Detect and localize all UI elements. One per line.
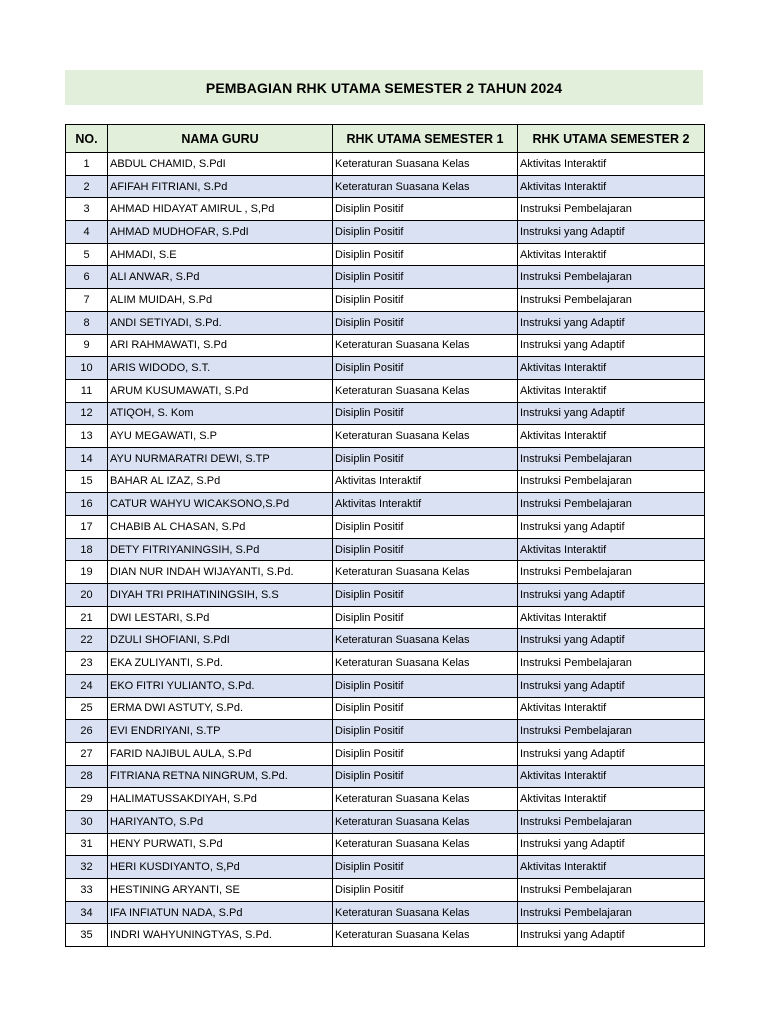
table-row <box>66 266 705 289</box>
rhk-semester-2: Instruksi Pembelajaran <box>518 561 705 584</box>
rhk-semester-2: Aktivitas Interaktif <box>518 379 705 402</box>
rhk-semester-1: Aktivitas Interaktif <box>333 470 518 493</box>
rhk-semester-1: Keteraturan Suasana Kelas <box>333 901 518 924</box>
teacher-rhk-table <box>65 124 705 947</box>
rhk-semester-1: Disiplin Positif <box>333 584 518 607</box>
teacher-name: EKA ZULIYANTI, S.Pd. <box>108 652 333 675</box>
rhk-semester-2: Aktivitas Interaktif <box>518 175 705 198</box>
table-row <box>66 584 705 607</box>
row-number: 10 <box>66 357 108 380</box>
rhk-semester-2: Aktivitas Interaktif <box>518 153 705 176</box>
row-number: 30 <box>66 810 108 833</box>
rhk-semester-2: Aktivitas Interaktif <box>518 243 705 266</box>
table-row <box>66 175 705 198</box>
rhk-semester-2: Aktivitas Interaktif <box>518 357 705 380</box>
teacher-name: FITRIANA RETNA NINGRUM, S.Pd. <box>108 765 333 788</box>
table-row <box>66 379 705 402</box>
rhk-semester-2: Instruksi yang Adaptif <box>518 924 705 947</box>
row-number: 32 <box>66 856 108 879</box>
teacher-name: AHMADI, S.E <box>108 243 333 266</box>
table-header <box>66 125 705 153</box>
rhk-semester-1: Disiplin Positif <box>333 674 518 697</box>
teacher-name: ERMA DWI ASTUTY, S.Pd. <box>108 697 333 720</box>
rhk-semester-1: Disiplin Positif <box>333 742 518 765</box>
teacher-name: DWI LESTARI, S.Pd <box>108 606 333 629</box>
row-number: 29 <box>66 788 108 811</box>
header-row <box>66 125 705 153</box>
teacher-name: AYU MEGAWATI, S.P <box>108 425 333 448</box>
rhk-semester-2: Instruksi yang Adaptif <box>518 742 705 765</box>
teacher-name: ABDUL CHAMID, S.PdI <box>108 153 333 176</box>
row-number: 27 <box>66 742 108 765</box>
rhk-semester-1: Disiplin Positif <box>333 447 518 470</box>
header-no: NO. <box>66 125 108 153</box>
rhk-semester-1: Keteraturan Suasana Kelas <box>333 652 518 675</box>
row-number: 23 <box>66 652 108 675</box>
rhk-semester-2: Instruksi yang Adaptif <box>518 584 705 607</box>
teacher-name: EVI ENDRIYANI, S.TP <box>108 720 333 743</box>
row-number: 26 <box>66 720 108 743</box>
teacher-name: DZULI SHOFIANI, S.PdI <box>108 629 333 652</box>
table-row <box>66 493 705 516</box>
rhk-semester-1: Aktivitas Interaktif <box>333 493 518 516</box>
row-number: 5 <box>66 243 108 266</box>
row-number: 31 <box>66 833 108 856</box>
teacher-name: DIAN NUR INDAH WIJAYANTI, S.Pd. <box>108 561 333 584</box>
table-row <box>66 357 705 380</box>
teacher-name: ARI RAHMAWATI, S.Pd <box>108 334 333 357</box>
teacher-name: CHABIB AL CHASAN, S.Pd <box>108 516 333 539</box>
table-row <box>66 221 705 244</box>
rhk-semester-2: Aktivitas Interaktif <box>518 788 705 811</box>
row-number: 4 <box>66 221 108 244</box>
row-number: 18 <box>66 538 108 561</box>
rhk-semester-2: Instruksi Pembelajaran <box>518 810 705 833</box>
rhk-semester-2: Instruksi Pembelajaran <box>518 198 705 221</box>
rhk-semester-1: Keteraturan Suasana Kelas <box>333 788 518 811</box>
document-title: PEMBAGIAN RHK UTAMA SEMESTER 2 TAHUN 2024 <box>65 70 703 105</box>
rhk-semester-1: Keteraturan Suasana Kelas <box>333 833 518 856</box>
table-row <box>66 425 705 448</box>
rhk-semester-2: Aktivitas Interaktif <box>518 606 705 629</box>
table-row <box>66 788 705 811</box>
rhk-semester-1: Disiplin Positif <box>333 243 518 266</box>
teacher-name: AFIFAH FITRIANI, S.Pd <box>108 175 333 198</box>
table-row <box>66 198 705 221</box>
header-rhk-semester-1: RHK UTAMA SEMESTER 1 <box>333 125 518 153</box>
rhk-semester-1: Disiplin Positif <box>333 516 518 539</box>
row-number: 6 <box>66 266 108 289</box>
rhk-semester-2: Instruksi Pembelajaran <box>518 652 705 675</box>
header-nama-guru: NAMA GURU <box>108 125 333 153</box>
table-row <box>66 810 705 833</box>
rhk-semester-1: Disiplin Positif <box>333 720 518 743</box>
row-number: 9 <box>66 334 108 357</box>
teacher-name: HESTINING ARYANTI, SE <box>108 879 333 902</box>
header-rhk-semester-2: RHK UTAMA SEMESTER 2 <box>518 125 705 153</box>
rhk-semester-2: Instruksi Pembelajaran <box>518 879 705 902</box>
rhk-semester-1: Disiplin Positif <box>333 289 518 312</box>
rhk-semester-2: Instruksi yang Adaptif <box>518 833 705 856</box>
row-number: 33 <box>66 879 108 902</box>
teacher-name: HARIYANTO, S.Pd <box>108 810 333 833</box>
table-row <box>66 402 705 425</box>
rhk-semester-1: Disiplin Positif <box>333 266 518 289</box>
row-number: 15 <box>66 470 108 493</box>
table-row <box>66 334 705 357</box>
teacher-name: ARIS WIDODO, S.T. <box>108 357 333 380</box>
table-row <box>66 879 705 902</box>
table-row <box>66 289 705 312</box>
rhk-semester-1: Keteraturan Suasana Kelas <box>333 810 518 833</box>
rhk-semester-2: Aktivitas Interaktif <box>518 538 705 561</box>
teacher-name: DIYAH TRI PRIHATININGSIH, S.S <box>108 584 333 607</box>
rhk-semester-2: Aktivitas Interaktif <box>518 765 705 788</box>
row-number: 8 <box>66 311 108 334</box>
rhk-semester-1: Disiplin Positif <box>333 311 518 334</box>
table-row <box>66 561 705 584</box>
rhk-semester-1: Disiplin Positif <box>333 856 518 879</box>
rhk-semester-1: Disiplin Positif <box>333 357 518 380</box>
teacher-name: AYU NURMARATRI DEWI, S.TP <box>108 447 333 470</box>
row-number: 14 <box>66 447 108 470</box>
rhk-semester-1: Disiplin Positif <box>333 697 518 720</box>
rhk-semester-1: Keteraturan Suasana Kelas <box>333 425 518 448</box>
rhk-semester-2: Instruksi Pembelajaran <box>518 901 705 924</box>
row-number: 16 <box>66 493 108 516</box>
teacher-name: FARID NAJIBUL AULA, S.Pd <box>108 742 333 765</box>
rhk-semester-1: Disiplin Positif <box>333 198 518 221</box>
teacher-name: ALI ANWAR, S.Pd <box>108 266 333 289</box>
table-row <box>66 652 705 675</box>
rhk-semester-1: Keteraturan Suasana Kelas <box>333 153 518 176</box>
table-row <box>66 856 705 879</box>
table-row <box>66 924 705 947</box>
rhk-semester-1: Disiplin Positif <box>333 606 518 629</box>
row-number: 1 <box>66 153 108 176</box>
teacher-name: IFA INFIATUN NADA, S.Pd <box>108 901 333 924</box>
rhk-semester-2: Aktivitas Interaktif <box>518 856 705 879</box>
table-row <box>66 516 705 539</box>
row-number: 25 <box>66 697 108 720</box>
table-body <box>66 153 705 947</box>
rhk-semester-2: Instruksi yang Adaptif <box>518 334 705 357</box>
teacher-name: DETY FITRIYANINGSIH, S.Pd <box>108 538 333 561</box>
table-row <box>66 742 705 765</box>
table-row <box>66 697 705 720</box>
teacher-name: ANDI SETIYADI, S.Pd. <box>108 311 333 334</box>
table-row <box>66 674 705 697</box>
rhk-semester-1: Disiplin Positif <box>333 765 518 788</box>
row-number: 17 <box>66 516 108 539</box>
rhk-semester-1: Keteraturan Suasana Kelas <box>333 561 518 584</box>
row-number: 21 <box>66 606 108 629</box>
row-number: 12 <box>66 402 108 425</box>
rhk-semester-1: Disiplin Positif <box>333 221 518 244</box>
table-row <box>66 470 705 493</box>
row-number: 2 <box>66 175 108 198</box>
teacher-name: EKO FITRI YULIANTO, S.Pd. <box>108 674 333 697</box>
rhk-semester-2: Instruksi Pembelajaran <box>518 493 705 516</box>
row-number: 19 <box>66 561 108 584</box>
teacher-name: INDRI WAHYUNINGTYAS, S.Pd. <box>108 924 333 947</box>
teacher-name: AHMAD MUDHOFAR, S.PdI <box>108 221 333 244</box>
row-number: 3 <box>66 198 108 221</box>
rhk-semester-1: Keteraturan Suasana Kelas <box>333 334 518 357</box>
table-row <box>66 629 705 652</box>
teacher-name: ATIQOH, S. Kom <box>108 402 333 425</box>
rhk-semester-1: Disiplin Positif <box>333 402 518 425</box>
table-row <box>66 538 705 561</box>
rhk-semester-1: Keteraturan Suasana Kelas <box>333 379 518 402</box>
rhk-semester-1: Keteraturan Suasana Kelas <box>333 629 518 652</box>
rhk-semester-2: Instruksi Pembelajaran <box>518 470 705 493</box>
teacher-name: HENY PURWATI, S.Pd <box>108 833 333 856</box>
teacher-name: HERI KUSDIYANTO, S,Pd <box>108 856 333 879</box>
teacher-name: BAHAR AL IZAZ, S.Pd <box>108 470 333 493</box>
rhk-semester-2: Instruksi yang Adaptif <box>518 402 705 425</box>
rhk-semester-2: Instruksi yang Adaptif <box>518 516 705 539</box>
teacher-name: ARUM KUSUMAWATI, S.Pd <box>108 379 333 402</box>
rhk-semester-2: Instruksi Pembelajaran <box>518 447 705 470</box>
rhk-semester-2: Aktivitas Interaktif <box>518 697 705 720</box>
rhk-semester-1: Keteraturan Suasana Kelas <box>333 175 518 198</box>
row-number: 7 <box>66 289 108 312</box>
row-number: 24 <box>66 674 108 697</box>
rhk-semester-2: Instruksi yang Adaptif <box>518 311 705 334</box>
row-number: 28 <box>66 765 108 788</box>
row-number: 22 <box>66 629 108 652</box>
rhk-semester-2: Instruksi Pembelajaran <box>518 289 705 312</box>
row-number: 34 <box>66 901 108 924</box>
rhk-semester-2: Instruksi Pembelajaran <box>518 720 705 743</box>
table-row <box>66 153 705 176</box>
rhk-semester-2: Instruksi yang Adaptif <box>518 674 705 697</box>
table-row <box>66 311 705 334</box>
row-number: 20 <box>66 584 108 607</box>
table-row <box>66 720 705 743</box>
teacher-name: AHMAD HIDAYAT AMIRUL , S,Pd <box>108 198 333 221</box>
table-row <box>66 901 705 924</box>
row-number: 13 <box>66 425 108 448</box>
rhk-semester-1: Disiplin Positif <box>333 538 518 561</box>
rhk-semester-1: Keteraturan Suasana Kelas <box>333 924 518 947</box>
table-row <box>66 606 705 629</box>
table-row <box>66 447 705 470</box>
rhk-semester-2: Instruksi Pembelajaran <box>518 266 705 289</box>
rhk-semester-1: Disiplin Positif <box>333 879 518 902</box>
rhk-semester-2: Instruksi yang Adaptif <box>518 221 705 244</box>
table-row <box>66 833 705 856</box>
teacher-name: HALIMATUSSAKDIYAH, S.Pd <box>108 788 333 811</box>
row-number: 35 <box>66 924 108 947</box>
teacher-name: CATUR WAHYU WICAKSONO,S.Pd <box>108 493 333 516</box>
table-row <box>66 243 705 266</box>
table-row <box>66 765 705 788</box>
rhk-semester-2: Aktivitas Interaktif <box>518 425 705 448</box>
rhk-semester-2: Instruksi yang Adaptif <box>518 629 705 652</box>
row-number: 11 <box>66 379 108 402</box>
teacher-name: ALIM MUIDAH, S.Pd <box>108 289 333 312</box>
